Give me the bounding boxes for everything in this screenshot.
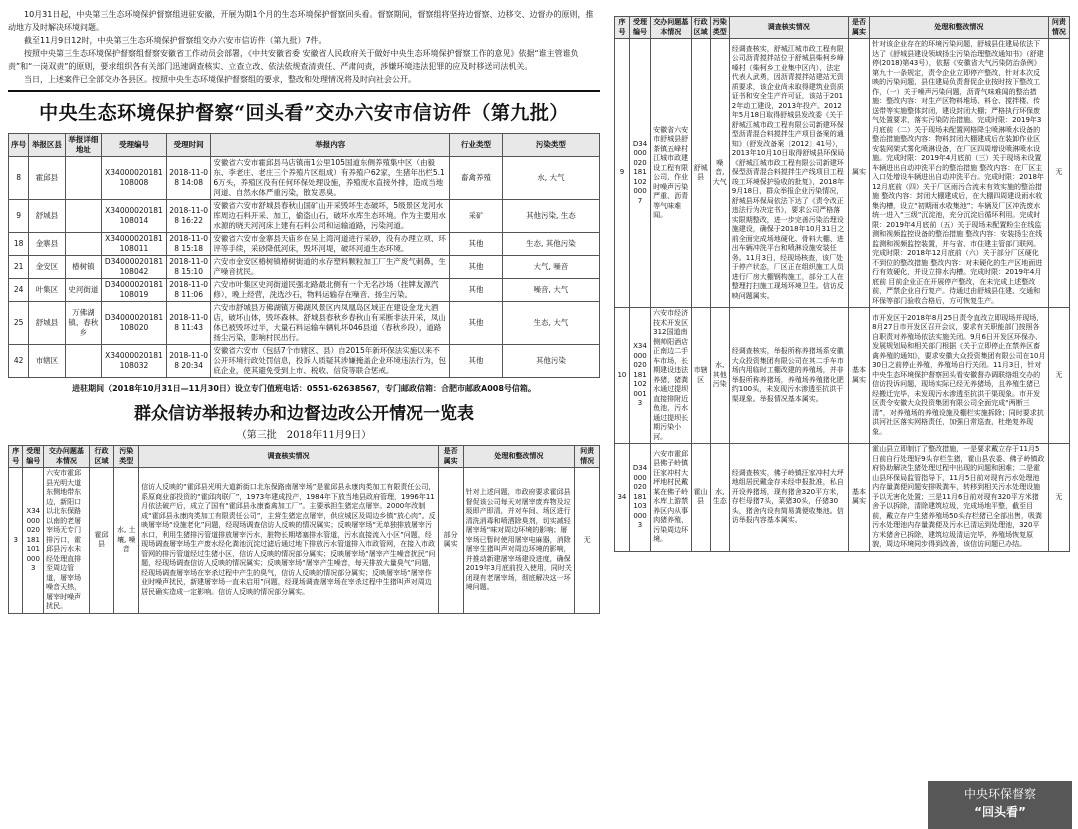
intro-paragraph: 截至11月9日12时，中央第三生态环境保护督察组交办六安市信访件（第九批）7件。 bbox=[24, 36, 327, 45]
cell-verified: 基本属实 bbox=[848, 308, 869, 444]
cell-code: D34000020181108020 bbox=[102, 302, 167, 345]
table-row bbox=[9, 302, 600, 345]
public-list-continued-table bbox=[614, 16, 1070, 552]
cell-content: 六安市叶集区史河街道民强北路最北侧有一个无名沙场（挂牌友源汽修），晚上经营，洗选沙石，物料运输存在噪音、扬尘污染。 bbox=[211, 279, 450, 302]
cell-code: D34000020181108042 bbox=[102, 256, 167, 279]
cell-content: 安徽省六安市金寨县天庙乡在吴上湾河道进行采砂，没有办理立项、环评等手续，采砂降低河床，毁坏河堤，破坏河道生态环境。 bbox=[211, 233, 450, 256]
cell-handling: 针对该企业存在的环境污染问题，舒城县住建局依法下达了《舒城县建设领域扬尘污染治理整改通知书》（舒建停(2018)第43号），依据《安徽省大气污染防治条例》第九十一条规定，责令企业立即停产整改，针对本次反映的污染问题，县住建局负责督促企业按时按下整改工作，（一）关于噪声污染问题，沥青气味难闻的整治措施：整改内容：对生产区物料堆场、料仓、搅拌楼、传送带等实施整体封闭，建设封闭大棚；严格执行环保废气处置要求，落实污染防治措施。完成时限：2019年3月底前（二）关于现场未配置网格降尘喷淋喷水设备的整治措施整改内容：物料封闭大棚建成后在装卸作业区安装网架式雾化喷淋设备，在厂区四周增设喷淋喷水设施。完成时限：2019年4月底前（三）关于现场未设置车辆进出自动冲洗平台的整治措施 整改内容：在厂区主入口处增设车辆进出自动冲洗平台。完成时限：2018年12月底前（四）关于厂区雨污合流未有效实施的整治措施 整改内容：封闭大棚建成后，在大棚四周建设雨水收集沟槽，设立“初期雨水收集池”；车辆及厂区冲洗废水统一进入“三级”沉淀池，充分沉淀后循环利用。完成时限：2019年4月底前（五）关于现场未配置粉尘在线监测和视频监控设备的整治措施 整改内容：安装扬尘在线监测和视频监控装置，并与省、市住建主管部门联网。完成时限：2018年12月底前（六）关于部分厂区硬化不到位的整改措施 整改内容：对未硬化的生产区地面进行有效硬化，并设立排水沟槽。完成时限：2019年4月底前 目前企业正在开展停产整改，在未完成上述整改前，严禁企业自行复产。待通过由舒城县住建、交通和环保等部门验收合格后，方可恢复生产。 bbox=[870, 39, 1049, 308]
column-header: 行政区域 bbox=[89, 446, 114, 468]
cell-code: X34000020181108011 bbox=[102, 233, 167, 256]
cell-address bbox=[65, 157, 101, 200]
column-header: 问责情况 bbox=[575, 446, 600, 468]
public-list-title: 群众信访举报转办和边督边改公开情况一览表 bbox=[134, 404, 474, 424]
cell-pollution: 噪音, 大气 bbox=[502, 279, 599, 302]
ninth-batch-table bbox=[8, 133, 600, 378]
watermark-banner bbox=[928, 781, 1072, 829]
divider bbox=[8, 90, 600, 92]
cell-industry: 采矿 bbox=[450, 200, 503, 233]
cell-handling: 霍山县立即制订了整改措施，一是要求戴立存于11月5日前自行处理好9头存栏生猪，霍山县农委、佛子岭镇政府协助解决生猪处理过程中出现的问题和困难；二是霍山县环保局监管指导下，11月5日前对现有污水处理池内存量粪便问题安排吸粪车，转移到相关污水处理设施予以无害化处置；三是11月6日前对现有320平方米猪舍予以拆除，清除建筑垃圾，完成场地平整，截至目前，戴立存户生猪养殖场50头存栏猪已全部出售，吸粪污水处理池内存量粪便及污水已清运到处理池，320平方米猪舍已拆除，建筑垃圾清运完毕，养殖场恢复原貌，周边环境同步得到改善，该信访问题已办结。 bbox=[870, 444, 1049, 552]
cell-content: 安徽省六安市霍邱县马店镇南1公里105国道东侧养殖集中区（由毅东、李老庄、老庄三个养殖片区组成）有养殖户62家，生猪年出栏5.16万头，养殖区没有任何环保处理设施，养殖废水直接外排，造成当地河道、自然水体严重污染，散发恶臭。 bbox=[211, 157, 450, 200]
intro-text bbox=[8, 8, 600, 86]
cell-pollution: 水, 生态 bbox=[710, 444, 729, 552]
cell-region: 舒城县 bbox=[691, 39, 710, 308]
cell-county: 舒城县 bbox=[29, 302, 65, 345]
cell-basic: 安徽省六安市舒城县舒茶镇五峰村江城市政建设工程有限公司，作业时噪声污染严重、沥青等气味难闻。 bbox=[651, 39, 691, 308]
cell-county: 市辖区 bbox=[29, 345, 65, 378]
table-header-row bbox=[9, 446, 600, 468]
table-row bbox=[9, 157, 600, 200]
cell-no: 34 bbox=[615, 444, 630, 552]
cell-region: 霍山县 bbox=[691, 444, 710, 552]
column-header: 序号 bbox=[9, 446, 23, 468]
column-header: 是否属实 bbox=[438, 446, 463, 468]
cell-region: 霍邱县 bbox=[89, 468, 114, 614]
column-header: 行政区域 bbox=[691, 17, 710, 39]
watermark-line: “回头看” bbox=[974, 805, 1026, 819]
cell-code: X340000201811020013 bbox=[629, 308, 650, 444]
cell-code: X34000020181108008 bbox=[102, 157, 167, 200]
cell-industry: 其他 bbox=[450, 345, 503, 378]
cell-address: 椿树镇 bbox=[65, 256, 101, 279]
column-header: 受理编号 bbox=[102, 134, 167, 157]
hotline-notice: 进驻期间（2018年10月31日—11月30日）设立专门值班电话：0551-62638567，专门邮政信箱：合肥市邮政A008号信箱。 bbox=[72, 384, 536, 393]
cell-survey: 经调查核实，举报所称养猪场系安徽大众投资集团有限公司在其二手车市场内用临时工棚改建的养殖场，并非举报所称养猪场，养殖场养殖猪化肥约100头，未发现污水渗透至抗洪干渠现象。举报情况基本属实。 bbox=[729, 308, 848, 444]
cell-pollution: 水, 大气 bbox=[502, 157, 599, 200]
intro-paragraph: 10月31日起，中央第三生态环境保护督察组进驻安徽，开展为期1个月的生态环境保护督察回头看。督察期间，督察组将坚持边督察、边移交、边督办的原则，推动地方及时解决环境问题。 bbox=[8, 10, 594, 32]
cell-time: 2018-11-08 15:18 bbox=[166, 233, 211, 256]
cell-code: X340000201811010003 bbox=[23, 468, 44, 614]
cell-industry: 其他 bbox=[450, 302, 503, 345]
cell-code: D340000201811030003 bbox=[629, 444, 650, 552]
cell-verified: 部分属实 bbox=[438, 468, 463, 614]
table-row bbox=[615, 308, 1070, 444]
public-list-table bbox=[8, 445, 600, 614]
column-header: 受理编号 bbox=[629, 17, 650, 39]
cell-address: 万佛湖镇、春秋乡 bbox=[65, 302, 101, 345]
cell-pollution: 生态, 其他污染 bbox=[502, 233, 599, 256]
column-header: 序号 bbox=[615, 17, 630, 39]
cell-handling: 市开发区于2018年8月25日责令直改立即现场并现场，8月27日市开发区召开会议，要求有关职能部门按照各自职责对养殖场依法实施关闭。9月6日开发区环保办、发展规划局和相关部门根据《关于立即停止在禁养区畜禽养殖的通知》，要求安徽大众投资集团有限公司在10月30日之前停止养殖，养殖场自行关闭。11月3日，针对中央生态环境保护督察回头看安徽督办调联络组交办的信访投诉问题，现场实际已经无养猪场，且养殖生猪已经搬迁完毕，未发现污水渗透至抗洪干渠现象。市开发区责令安徽大众投资集团有限公司全面完成“两断三清”，对养殖场的养殖设施及棚栏实施拆除；同时要求抗洪河社区落实网格责任，加强日常巡查，杜绝复养现象。 bbox=[870, 308, 1049, 444]
cell-time: 2018-11-08 15:10 bbox=[166, 256, 211, 279]
table-header-row bbox=[9, 134, 600, 157]
column-header: 调查核实情况 bbox=[139, 446, 439, 468]
column-header: 处理和整改情况 bbox=[870, 17, 1049, 39]
cell-address bbox=[65, 233, 101, 256]
column-header: 处理和整改情况 bbox=[463, 446, 575, 468]
cell-pollution: 水, 其他污染 bbox=[710, 308, 729, 444]
cell-time: 2018-11-08 11:06 bbox=[166, 279, 211, 302]
watermark-line: 中央环保督察 bbox=[963, 787, 1036, 801]
cell-time: 2018-11-08 14:08 bbox=[166, 157, 211, 200]
column-header: 污染类型 bbox=[710, 17, 729, 39]
column-header: 污染类型 bbox=[114, 446, 139, 468]
table-row bbox=[9, 468, 600, 614]
cell-time: 2018-11-08 16:22 bbox=[166, 200, 211, 233]
cell-address: 史河街道 bbox=[65, 279, 101, 302]
cell-content: 安徽省六安市舒城县春秋山国矿山开采毁坏生态破坏，5级景区龙河水库周边石料开采、加工，偷盗山石，破坏水库生态环境。作为主要用水水源的晓天河河床上建有石料公司和运输道路，污染河道。 bbox=[211, 200, 450, 233]
cell-accountability: 无 bbox=[1048, 39, 1069, 308]
column-header: 交办问题基本情况 bbox=[44, 446, 89, 468]
ninth-batch-title: 中央生态环境保护督察“回头看”交办六安市信访件（第九批） bbox=[39, 102, 569, 124]
cell-county: 舒城县 bbox=[29, 200, 65, 233]
column-header: 调查核实情况 bbox=[729, 17, 848, 39]
cell-code: D340000201811020007 bbox=[629, 39, 650, 308]
intro-paragraph: 按照中央第三生态环境保护督察组督察安徽省工作动员会部署，《中共安徽省委 安徽省人民政府关于做好中央生态环境保护督察工作的意见》依据“谁主管谁负责”和“一岗双责”的原则，要求组织各有关部门迅速调查核实、立查立改、依法依规查清责任、严肃问责，涉嫌环境违法犯罪的应及时移送司法机关。 bbox=[8, 49, 579, 71]
column-header: 举报详细地址 bbox=[65, 134, 101, 157]
left-column bbox=[8, 8, 600, 823]
cell-no: 10 bbox=[615, 308, 630, 444]
cell-content: 六安市舒城县万佛湖镇万佛湖风景区内凤凰岛区域正在建设金龙大酒店，破坏山体，毁坏森林。舒城县春秋乡春秋山有采断非法开采，凤山体已被毁坏过半，大量石料运输车辆轧坏046县道（春秋乡段），道路扬尘污染，影响村民出行。 bbox=[211, 302, 450, 345]
table-row bbox=[9, 200, 600, 233]
cell-no: 25 bbox=[9, 302, 29, 345]
right-column bbox=[614, 16, 1070, 821]
cell-no: 3 bbox=[9, 468, 23, 614]
cell-no: 24 bbox=[9, 279, 29, 302]
cell-no: 21 bbox=[9, 256, 29, 279]
cell-content: 六安市金安区椿树镇椿树街道的水存塑料颗粒加工厂生产废气刺鼻，生产噪音扰民。 bbox=[211, 256, 450, 279]
cell-address bbox=[65, 200, 101, 233]
cell-industry: 其他 bbox=[450, 279, 503, 302]
cell-no: 9 bbox=[615, 39, 630, 308]
table-row bbox=[9, 279, 600, 302]
table-row bbox=[9, 233, 600, 256]
cell-county: 叶集区 bbox=[29, 279, 65, 302]
column-header: 是否属实 bbox=[848, 17, 869, 39]
cell-accountability: 无 bbox=[1048, 444, 1069, 552]
cell-survey: 经调查核实，佛子岭镇汪家冲村大坪地组居民戴金存未经申报批准，私自开设养猪场，现有猪舍320平方米，存栏母猪7头，菜猪30头，仔猪30头，猪舍内设有简易粪便收集池。信访举报内容基本属实。 bbox=[729, 444, 848, 552]
cell-county: 金安区 bbox=[29, 256, 65, 279]
cell-county: 金寨县 bbox=[29, 233, 65, 256]
cell-accountability: 无 bbox=[1048, 308, 1069, 444]
table-row bbox=[9, 345, 600, 378]
cell-code: X34000020181108032 bbox=[102, 345, 167, 378]
cell-industry: 其他 bbox=[450, 233, 503, 256]
column-header: 污染类型 bbox=[502, 134, 599, 157]
column-header: 受理编号 bbox=[23, 446, 44, 468]
cell-address bbox=[65, 345, 101, 378]
cell-verified: 属实 bbox=[848, 39, 869, 308]
cell-pollution: 大气, 噪音 bbox=[502, 256, 599, 279]
column-header: 举报内容 bbox=[211, 134, 450, 157]
cell-county: 霍邱县 bbox=[29, 157, 65, 200]
column-header: 交办问题基本情况 bbox=[651, 17, 691, 39]
cell-accountability: 无 bbox=[575, 468, 600, 614]
cell-region: 市辖区 bbox=[691, 308, 710, 444]
cell-verified: 基本属实 bbox=[848, 444, 869, 552]
column-header: 受理时间 bbox=[166, 134, 211, 157]
cell-basic: 六安市经济技术开发区312国道南侧帅阳酒店正南边二手车市场，长期建设违法养猪，猪粪水通过提坝直接排附近鱼池，污水通过提坝长期污染小河。 bbox=[651, 308, 691, 444]
table-header-row bbox=[615, 17, 1070, 39]
cell-content: 安徽省六安市（包括7个市辖区、县）自2015年新环保法实施以来不公开环境行政处罚信息，投诉人质疑其涉嫌掩盖企业环境违法行为，包庇企业，使其避免受到上市、税收、信贷等联合惩戒。 bbox=[211, 345, 450, 378]
public-list-batch: （第三批 2018年11月9日） bbox=[236, 430, 372, 441]
cell-pollution: 其他污染 bbox=[502, 345, 599, 378]
cell-industry: 其他 bbox=[450, 256, 503, 279]
cell-survey: 经调查核实，舒城江城市政工程有限公司沥青搅拌站位于舒城县柴柯乡峰嗓村（柴柯乡工业集中区内），法定代表人武勇，因沥青搅拌站建站无资质要求，该企业尚未取得建筑业资质证书和安全生产许可证，该站于2012年动工建设，2013年投产。2012年5月18日取得舒城县发改委《关于舒城江城市政工程有限公司新建环保型沥青混合料搅拌生产项目备案的通知》（舒发改备案〔2012〕41号），2013年10月10日取得舒城县环保局《舒城江城市政工程有限公司新建环保型沥青混合料搅拌生产线项目工程竣工环境保护验收的批复》，2018年9月18日，群众举报企业污染情况，舒城县环保局依法下达了《责令改正违法行为决定书》，要求公司严格落实限期整改，进一步完善污染治理设施建设，确保于2018年10月31日之前全面完成场地硬化、骨料大棚、进出车辆冲洗平台和喷淋设施安装任务。11月3日，经现场核查，该厂处于停产状态，厂区正在组织施工人员进行厂房大棚钢构施工，部分工人在整理打扫施工现场环境卫生。信访反映问题属实。 bbox=[729, 39, 848, 308]
table-row bbox=[615, 39, 1070, 308]
cell-no: 18 bbox=[9, 233, 29, 256]
cell-no: 42 bbox=[9, 345, 29, 378]
cell-basic: 六安市霍邱县佛子岭镇汪家冲村大坪地村民戴某在佛子岭水库上游禁养区内从事肉猪养殖，污染周边环境。 bbox=[651, 444, 691, 552]
table-row bbox=[615, 444, 1070, 552]
cell-no: 8 bbox=[9, 157, 29, 200]
table-row bbox=[9, 256, 600, 279]
cell-time: 2018-11-08 11:43 bbox=[166, 302, 211, 345]
column-header: 序号 bbox=[9, 134, 29, 157]
cell-no: 9 bbox=[9, 200, 29, 233]
cell-pollution: 水, 土壤, 噪音 bbox=[114, 468, 139, 614]
cell-handling: 针对上述问题，市政府要求霍邱县督促该公司每天对屠宰废弃物及垃圾即产即清，并对车间、场区进行清洗消毒和喷洒除臭剂，切实减轻屠宰场“味对周边环境的影响；屠宰场已暂时使用屠宰电麻器，消除屠宰生猪叫声对周边环境的影响，并推动新建屠宰场建设进度，确保2019年3月底前投入使用，同时关闭现有老屠宰场，彻底解决这一环境问题。 bbox=[463, 468, 575, 614]
cell-code: X34000020181108014 bbox=[102, 200, 167, 233]
cell-industry: 畜禽养殖 bbox=[450, 157, 503, 200]
cell-basic: 六安市霍邱县光明大道东侧地带东边，新阳口以北东保路以南的老屠宰场无专门排污口，霍邱县污水未经处理直排至周边管道，屠宰场噪音天热，屠宰时噪声扰民。 bbox=[44, 468, 89, 614]
cell-pollution: 噪音, 大气 bbox=[710, 39, 729, 308]
intro-paragraph: 当日，上述案件已全部交办各县区。按照中央生态环境保护督察组的要求，整改和处理情况将及时向社会公开。 bbox=[24, 75, 416, 84]
column-header: 举报区县 bbox=[29, 134, 65, 157]
column-header: 行业类型 bbox=[450, 134, 503, 157]
cell-pollution: 生态, 大气 bbox=[502, 302, 599, 345]
cell-code: D34000020181108019 bbox=[102, 279, 167, 302]
cell-pollution: 其他污染, 生态 bbox=[502, 200, 599, 233]
column-header: 问责情况 bbox=[1048, 17, 1069, 39]
cell-time: 2018-11-08 20:34 bbox=[166, 345, 211, 378]
cell-survey: 信访人反映的“霍邱县光明大道新街口北东保路南屠宰场”是霍邱县永康肉类加工有限责任公司，系原商业部投资的“霍邱肉联厂”，1973年建成投产，1984年下放当地县政府管理，1996年11月依法破产后，成立了国有“霍邱县永康畜禽加工厂”。主要承担生猪定点屠宰。2000年改制成“霍邱县永康肉类加工有限责任公司”，主营生猪定点屠宰，供应城区及周边乡镇“放心肉”。反映屠宰场“设施老化”问题，经现场调查信访人反映的情况属实；反映屠宰场“无单独排放屠宰污水口，利用生猪排污管道排放屠宰污水，脏物长期堵塞排水管道，污水直接流入小区”问题，经现场调查屠宰场生产废水经化粪池沉淀过滤后通过地下排放污水管道排入市政管网，在接入市政管网的排污管道经过生猪小区，信访人反映的情况部分属实；反映屠宰场“屠宰产生噪音扰民”问题，经现场调查信访人反映的情况属实；反映屠宰场“屠宰产生噪音，每天排放大量臭气”问题，经现场调查屠宰场在宰杀过程中产生的臭气，信访人反映的情况部分属实；反映屠宰场“屠宰作业时噪声扰民，新建屠宰场一直未启用”问题，经现场调查屠宰场在宰杀过程中生猪叫声对周边居民确实造成一定影响。信访人反映的情况部分属实。 bbox=[139, 468, 439, 614]
